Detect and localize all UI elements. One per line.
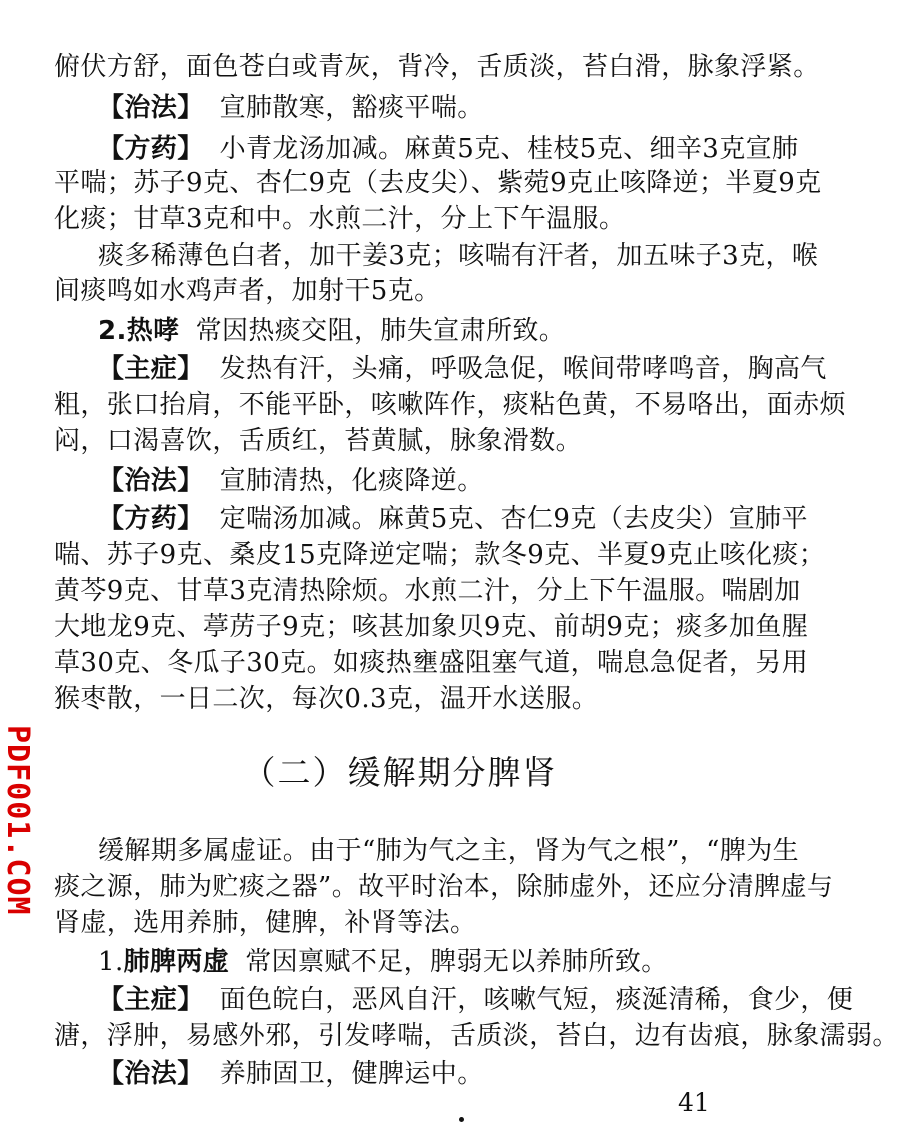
section-heading: （二）缓解期分脾肾	[242, 753, 558, 792]
section-label: 【主症】	[98, 354, 204, 384]
subheading: 肺脾两虚	[123, 947, 230, 977]
text-line: 【主症】 面色皖白，恶风自汗，咳嗽气短，痰涎清稀，食少，便	[98, 985, 854, 1015]
text-line: 【治法】 宣肺散寒，豁痰平喘。	[98, 93, 484, 123]
section-label: 【治法】	[98, 93, 204, 123]
speck-mark	[459, 1117, 464, 1122]
text-line: 粗，张口抬肩，不能平卧，咳嗽阵作，痰粘色黄，不易咯出，面赤烦	[54, 390, 847, 420]
text-line: 闷，口渴喜饮，舌质红，苔黄腻，脉象滑数。	[54, 426, 583, 456]
text-line: 1.肺脾两虚 常因禀赋不足，脾弱无以养肺所致。	[98, 947, 668, 977]
text-line: 2.热哮 常因热痰交阻，肺失宣肃所致。	[98, 316, 566, 346]
subheading: 2.热哮	[98, 316, 180, 346]
text-line: 猴枣散，一日二次，每次0.3克，温开水送服。	[54, 684, 599, 714]
section-label: 【方药】	[98, 134, 204, 164]
text-line: 【主症】 发热有汗，头痛，呼吸急促，喉间带哮鸣音，胸高气	[98, 354, 827, 384]
text-line: 间痰鸣如水鸡声者，加射干5克。	[54, 276, 441, 306]
section-label: 【治法】	[98, 466, 204, 496]
text-line: 缓解期多属虚证。由于“肺为气之主，肾为气之根”，“脾为生	[98, 836, 800, 866]
text-line: 肾虚，选用养肺，健脾，补肾等法。	[54, 908, 477, 938]
text-line: 俯伏方舒，面色苍白或青灰，背冷，舌质淡，苔白滑，脉象浮紧。	[54, 52, 820, 82]
text-line: 化痰；甘草3克和中。水煎二汁，分上下午温服。	[54, 204, 626, 234]
text-line: 平喘；苏子9克、杏仁9克（去皮尖）、紫菀9克止咳降逆；半夏9克	[54, 168, 822, 198]
text-line: 溏，浮肿，易感外邪，引发哮喘，舌质淡，苔白，边有齿痕，脉象濡弱。	[54, 1021, 899, 1051]
watermark: PDF001.COM	[0, 725, 35, 916]
text-line: 痰多稀薄色白者，加干姜3克；咳喘有汗者，加五味子3克，喉	[98, 241, 819, 271]
text-line: 黄芩9克、甘草3克清热除烦。水煎二汁，分上下午温服。喘剧加	[54, 576, 801, 606]
page-number: 41	[678, 1088, 710, 1117]
section-label: 【主症】	[98, 985, 204, 1015]
section-label: 【治法】	[98, 1059, 204, 1089]
text-line: 【方药】 定喘汤加减。麻黄5克、杏仁9克（去皮尖）宣肺平	[98, 504, 808, 534]
text-line: 【方药】 小青龙汤加减。麻黄5克、桂枝5克、细辛3克宣肺	[98, 134, 799, 164]
text-line: 大地龙9克、葶苈子9克；咳甚加象贝9克、前胡9克；痰多加鱼腥	[54, 612, 809, 642]
text-line: 【治法】 宣肺清热，化痰降逆。	[98, 466, 484, 496]
text-line: 【治法】 养肺固卫，健脾运中。	[98, 1059, 484, 1089]
text-line: 痰之源，肺为贮痰之器”。故平时治本，除肺虚外，还应分清脾虚与	[54, 872, 834, 902]
text-line: 草30克、冬瓜子30克。如痰热壅盛阻塞气道，喘息急促者，另用	[54, 648, 809, 678]
text-line: 喘、苏子9克、桑皮15克降逆定喘；款冬9克、半夏9克止咳化痰；	[54, 540, 826, 570]
section-label: 【方药】	[98, 504, 204, 534]
